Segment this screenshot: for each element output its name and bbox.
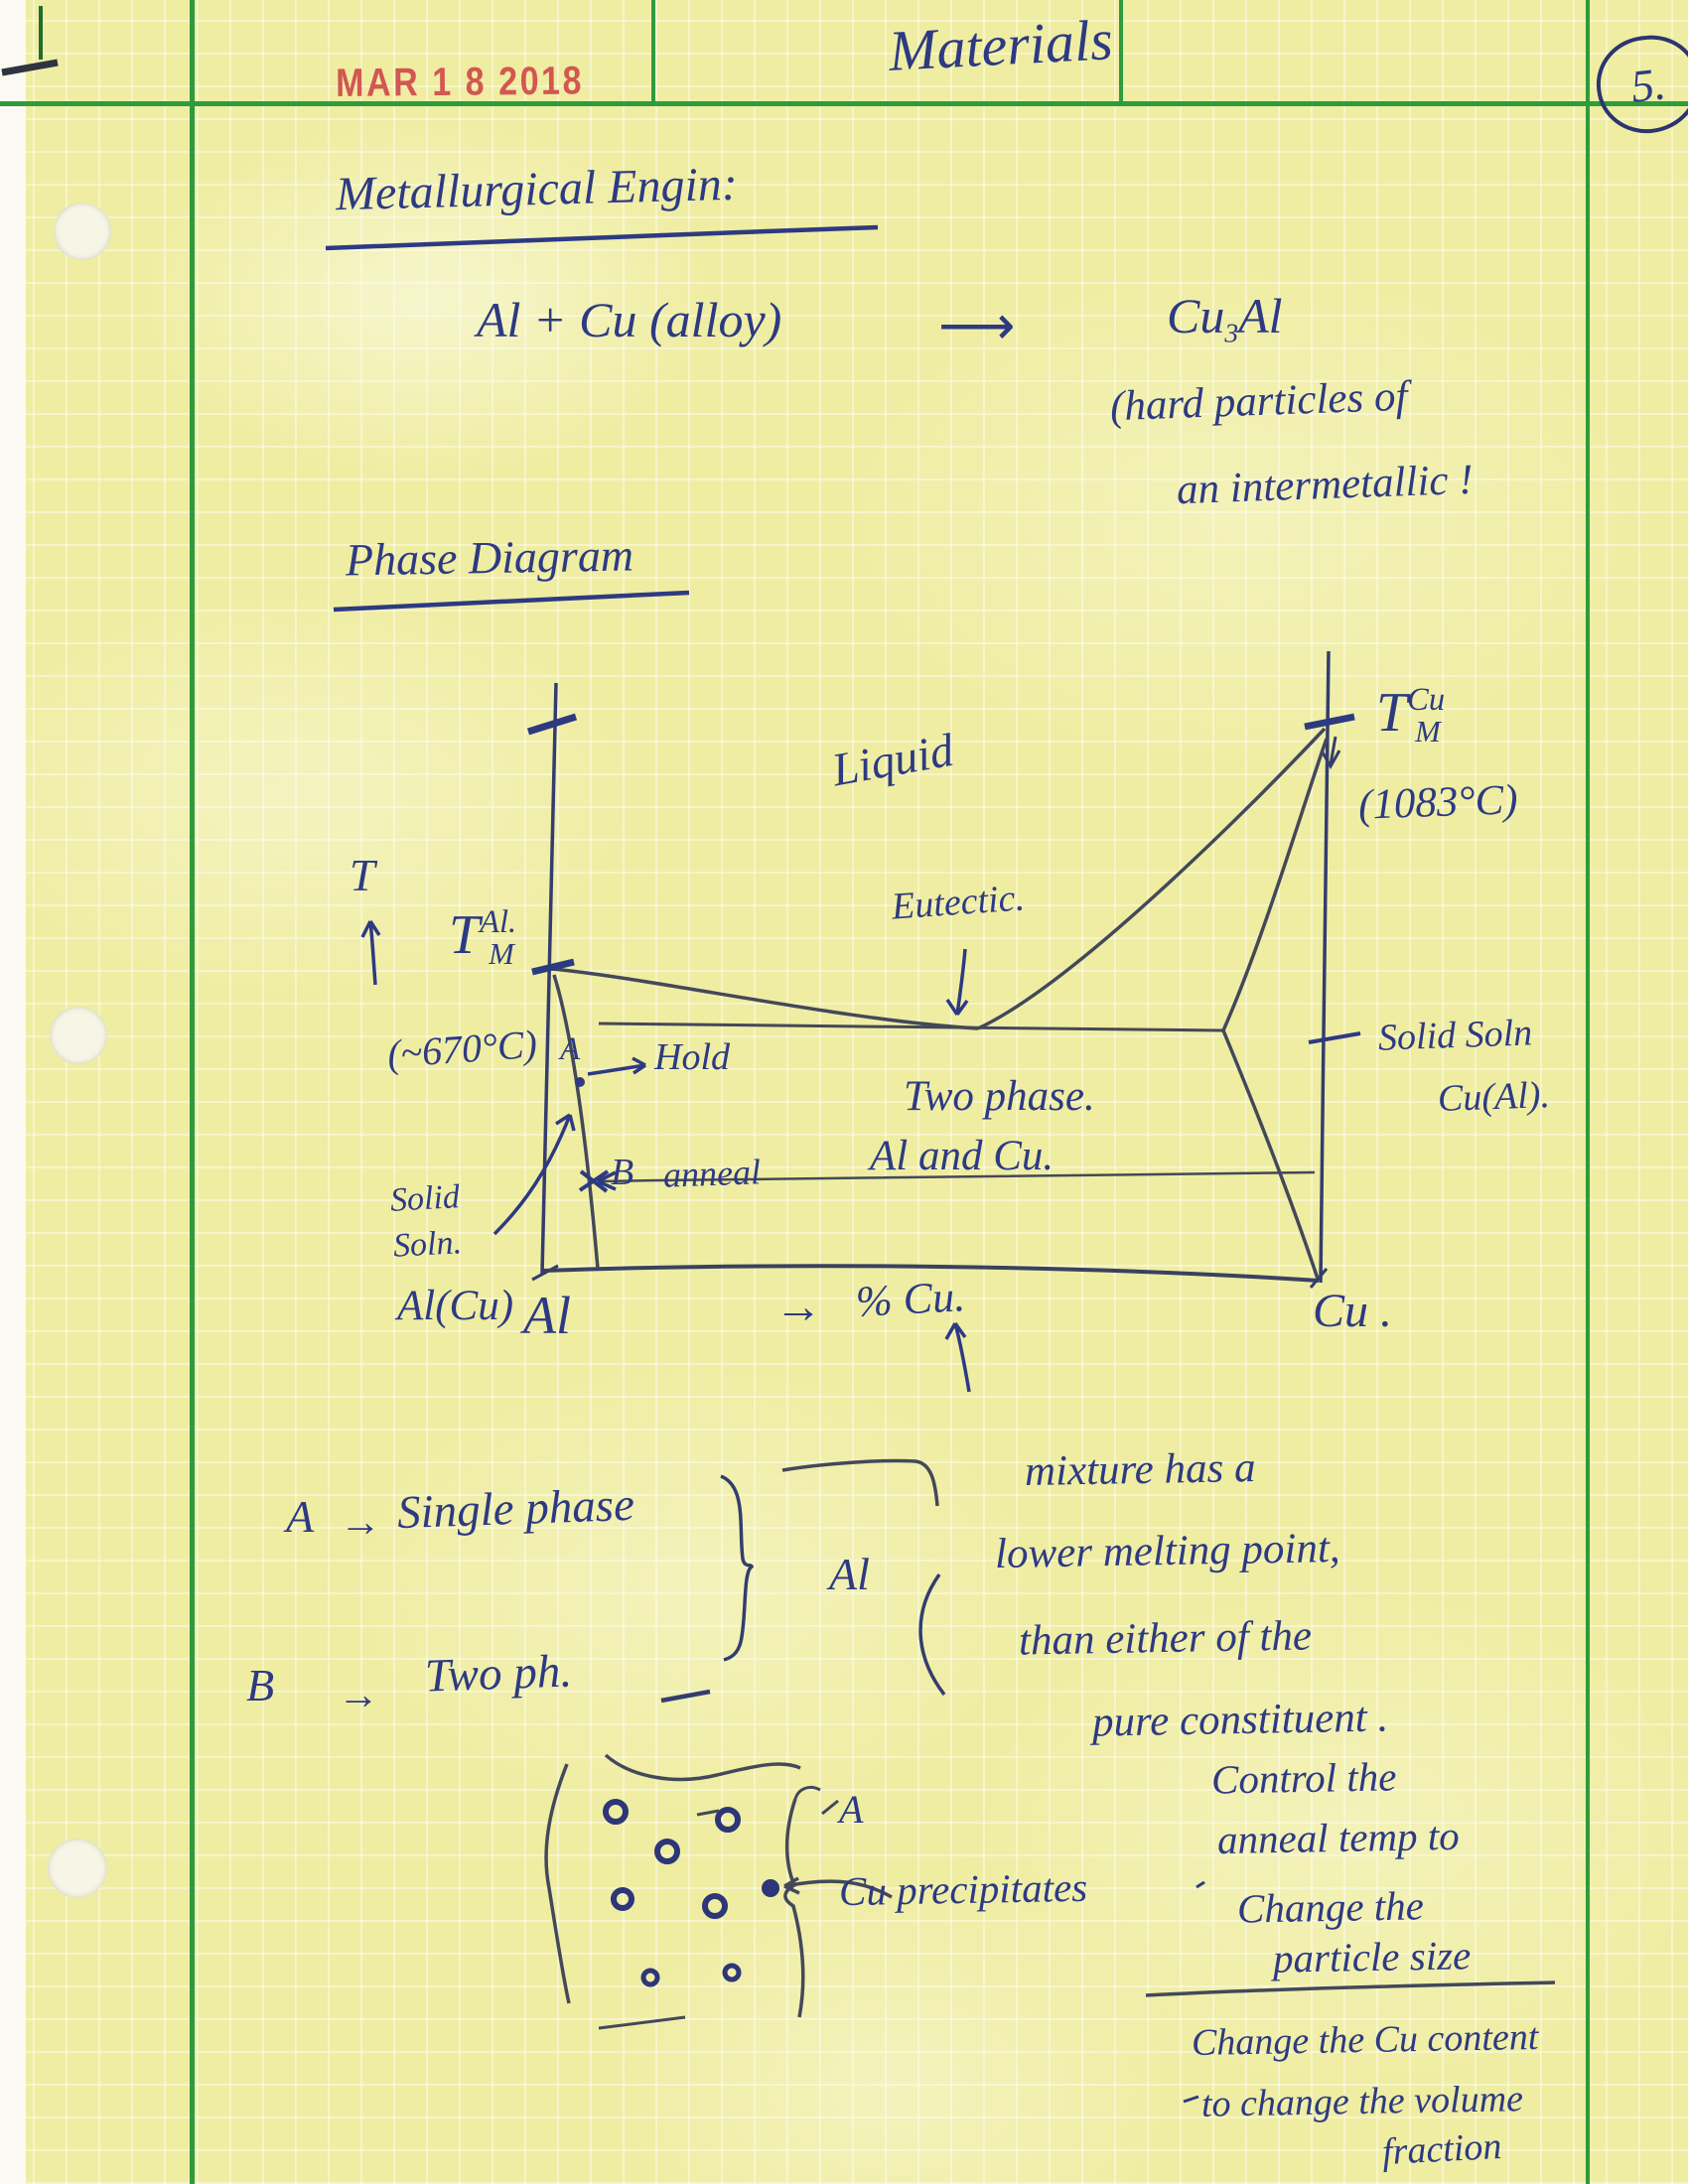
change-note-1: Change the Cu content (1191, 2015, 1539, 2065)
tm-cu-sup: Cu (1407, 682, 1446, 718)
liquid-label: Liquid (828, 724, 958, 797)
page-number: 5. (1628, 57, 1668, 112)
legend-a-text: Single phase (396, 1478, 635, 1540)
change-note-3: fraction (1380, 2124, 1503, 2174)
tm-cu-sub: M (1415, 714, 1441, 749)
page-title: Materials (887, 7, 1115, 83)
control-note-2: anneal temp to (1216, 1812, 1461, 1863)
x-axis-arrow: → (774, 1281, 822, 1333)
legend-b-label: B (246, 1660, 275, 1710)
eutectic-label: Eutectic. (890, 877, 1027, 928)
main-heading: Metallurgical Engin: (335, 157, 739, 221)
control-note-1: Control the (1210, 1753, 1397, 1803)
legend-a-arrow: → (340, 1500, 381, 1546)
al-cu-label: Al(Cu) (397, 1283, 514, 1329)
hold-label: Hold (654, 1036, 730, 1078)
two-phase-label-1: Two phase. (904, 1073, 1095, 1120)
reaction-note-2: an intermetallic ! (1176, 456, 1475, 514)
tm-cu-base: T (1376, 682, 1408, 745)
tm-al-base: T (449, 904, 481, 967)
change-note-2: to change the volume (1200, 2078, 1524, 2125)
reaction-note-1: (hard particles of (1109, 372, 1409, 431)
tm-al-temp: (~670°C) (385, 1021, 539, 1077)
reaction-lhs: Al + Cu (alloy) (477, 292, 782, 347)
product-prefix: Cu (1167, 288, 1225, 343)
solid-soln-left-1: Solid (389, 1178, 461, 1219)
al-axis-label: Al (523, 1286, 571, 1345)
date-stamp: MAR 1 8 2018 (336, 59, 585, 105)
cu-axis-label: Cu . (1313, 1285, 1393, 1337)
tm-al-label (449, 904, 517, 971)
cu-precipitates-label: Cu precipitates (838, 1863, 1088, 1915)
t-axis-label: T (350, 850, 375, 900)
tm-al-sub: M (489, 936, 514, 971)
legend-a-label: A (286, 1491, 315, 1542)
x-axis-label: % Cu. (854, 1272, 967, 1326)
phase-diagram-heading: Phase Diagram (345, 529, 634, 586)
mixture-note-3: than either of the (1018, 1612, 1313, 1665)
control-note-3: Change the (1236, 1882, 1425, 1932)
tm-cu-label (1376, 682, 1446, 749)
tm-cu-temp: (1083°C) (1357, 776, 1519, 829)
solid-soln-right-2: Cu(Al). (1437, 1074, 1551, 1120)
legend-b-text: Two ph. (424, 1645, 573, 1703)
reaction-arrow: ⟶ (938, 296, 1016, 355)
anneal-label: anneal (662, 1152, 762, 1195)
two-phase-label-2: Al and Cu. (870, 1133, 1055, 1179)
control-note-4: particle size (1272, 1932, 1472, 1981)
mixture-note-2: lower melting point, (994, 1524, 1340, 1578)
mixture-note-1: mixture has a (1024, 1443, 1256, 1496)
point-b-label: B (611, 1152, 634, 1193)
point-a-label: A (560, 1031, 581, 1067)
product-subscript: 3 (1224, 317, 1239, 348)
legend-b-arrow: → (338, 1673, 379, 1718)
solid-soln-left-2: Soln. (392, 1224, 463, 1265)
matrix-al-label: Al (829, 1549, 870, 1599)
solid-soln-right-1: Solid Soln (1377, 1012, 1533, 1059)
tm-al-sup: Al. (480, 904, 517, 940)
sketch-a-label: A (839, 1787, 864, 1832)
product-suffix: Al (1238, 288, 1283, 343)
mixture-note-4: pure constituent . (1091, 1694, 1389, 1746)
